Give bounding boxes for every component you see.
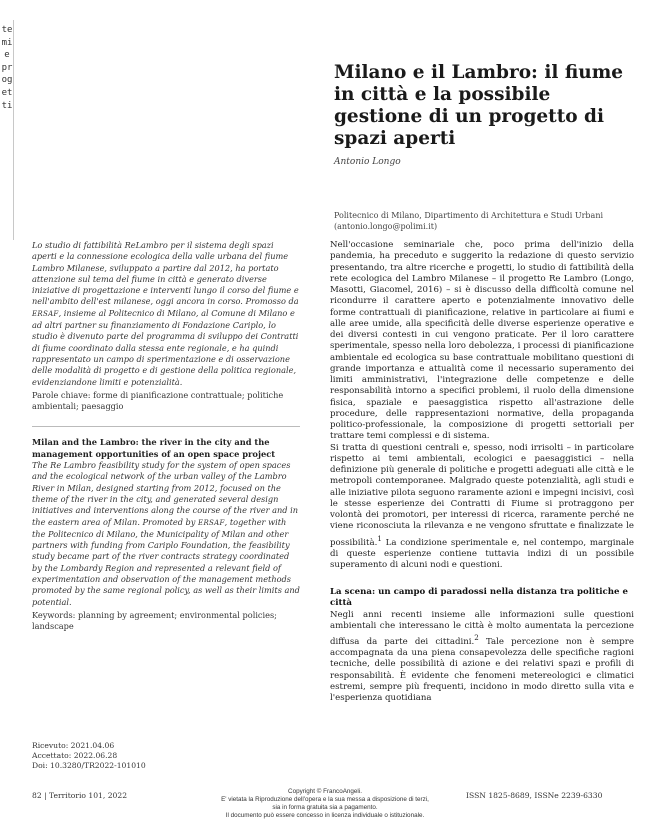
copyright-notice-2: sia in forma gratuita sia a pagamento.: [272, 804, 378, 811]
body-paragraph-2: [330, 443, 634, 572]
affiliation-institution: Politecnico di Milano, Dipartimento di Architettura e Studi Urbani: [334, 211, 604, 220]
abstract-it-part1: Lo studio di fattibilità ReLambro per il sistema degli spazi aperti e la connessione ecologica della valle urbana del fiume Lambro Milanese, sviluppato a partire dal 2012, ha portato attenzione sul tema del fiume in città e generato diverse iniziative di progettazione e interventi lungo il corso del fiume e nell'ambito dell'est milanese, oggi ancora in corso. Promosso da: [32, 240, 299, 307]
article-title: Milano e il Lambro: il fiume in città e la possibile gestione di un progetto di spazi aperti: [334, 62, 624, 149]
body-paragraph-1: Nell'occasione seminariale che, poco prima dell'inizio della pandemia, ha preceduto e suggerito la redazione di questo servizio presentando, tra altre ricerche e progetti, lo studio di fattibilità della rete ecologica del Lambro Milanese – il progetto Re Lambro (Longo, Masotti, Giacomel, 2016) – si è discusso della difficoltà comune nel ricondurre il carattere aperto e potenzialmente innovativo delle forme contrattuali di pianificazione, relative in particolare ai fiumi e alle aree umide, alla specificità delle diverse esperienze operative e dei diversi contesti in cui vengono praticate. Per il loro carattere sperimentale, spesso nella loro debolezza, i processi di pianificazione ambientale ed ecologica su base contrattuale mobilitano questioni di grande importanza e attualità come il necessario superamento dei limiti amministrativi, l'integrazione delle competenze e delle responsabilità intorno a specifici problemi, il ruolo della dimensione fisica, spaziale e paesaggistica rispetto all'astrazione delle procedure, delle rappresentazioni normative, della propaganda politico-professionale, la composizione di progetti settoriali per trattare temi complessi e di sistema.: [330, 240, 634, 442]
body-p2-text: Si tratta di questioni centrali e, spesso, nodi irrisolti – in particolare rispetto ai temi ambientali, ecologici e paesaggistici – nella definizione più generale di politiche e progetti adeguati alle città e le metropoli contemporanee. Malgrado queste potenzialità, agli studi e alle iniziative pilota seguono raramente azioni e impegni incisivi, così le stesse esperienze dei Contratti di Fiume si protraggono per volontà dei promotori, per interessi di ricerca, raramente perché ne viene riconosciuta la rilevanza e ne vengono sfruttate e finalizzate le possibilità.: [330, 442, 634, 548]
abstract-en-part2: , together with the Politecnico di Milano, the Municipality of Milan and other partners with funding from Cariplo Foundation, the feasibility study became part of the river contracts strategy coordinated by the Lombardy Region and represented a relevant field of experimentation and observation of the management methods promoted by the same regional policy, as well as their limits and potential.: [32, 516, 300, 607]
abstract-italian: [32, 240, 300, 388]
english-title: Milan and the Lambro: the river in the city and the management opportunities of an open space project: [32, 437, 276, 459]
body-column: [330, 240, 634, 704]
abstract-en-part1: The Re Lambro feasibility study for the system of open spaces and the ecological network of the urban valley of the Lambro River in Milan, designed starting from 2012, focused on the theme of the river in the city, and generated several design initiatives and interventions along the course of the river and in the eastern area of Milan. Promoted by: [32, 460, 298, 527]
abstract-it-ersaf: ERSAF: [32, 309, 59, 318]
affiliation: [334, 210, 634, 232]
footnote-ref-2[interactable]: 2: [474, 633, 479, 643]
abstract-it-part2: , insieme al Politecnico di Milano, al Comune di Milano e ad altri partner su finanziamento di Fondazione Cariplo, lo studio è divenuto parte del programma di sviluppo dei Contratti di fiume coordinato dalla stessa ente regionale, e ha quindi rappresentato un campo di sperimentazione e di osservazione delle modalità di progetto e di gestione della politica regionale, evidenziandone limiti e potenzialità.: [32, 307, 299, 387]
abstract-english: [32, 460, 300, 608]
body-p3-text: Negli anni recenti insieme alle informazioni sulle questioni ambientali che interessano le città è molto aumentata la percezione diffusa da parte dei cittadini.: [330, 609, 634, 647]
copyright-line: Copyright © FrancoAngeli.: [288, 788, 362, 795]
author: Antonio Longo: [334, 157, 401, 167]
received-date: Ricevuto: 2021.04.06: [32, 741, 115, 750]
issn: ISSN 1825-8689, ISSNe 2239-6330: [466, 791, 603, 800]
accepted-date: Accettato: 2022.06.28: [32, 751, 118, 760]
abstract-en-ersaf: ERSAF: [198, 518, 225, 527]
article-dates: [32, 741, 146, 771]
footnote-ref-1[interactable]: 1: [377, 533, 382, 543]
body-p2-cont: La condizione sperimentale e, nel contempo, marginale di queste esperienze contiene tuttavia indizi di un possibile superamento di alcuni nodi e questioni.: [330, 537, 634, 570]
abstract-column: [32, 240, 300, 633]
body-paragraph-3: [330, 610, 634, 705]
copyright-notice: [190, 788, 460, 820]
doi: Doi: 10.3280/TR2022-101010: [32, 761, 146, 770]
section-heading: La scena: un campo di paradossi nella distanza tra politiche e città: [330, 587, 628, 609]
affiliation-email: (antonio.longo@polimi.it): [334, 222, 438, 231]
body-p3-cont: Tale percezione non è sempre accompagnata da una piena consapevolezza delle specifiche ragioni tecniche, delle possibilità di azione e dei relativi spazi e profili di responsabilità. È evidente che fenomeni metereologici e climatici estremi, sempre più frequenti, incidono in modo diretto sulla vita e l'esperienza quotidiana: [330, 636, 634, 704]
abstract-divider: [32, 426, 300, 427]
copyright-notice-3: Il documento può essere concesso in licenza individuale o istituzionale.: [225, 812, 425, 819]
keywords-italian: Parole chiave: forme di pianificazione contrattuale; politiche ambientali; paesaggio: [32, 389, 284, 412]
copyright-notice-1: E' vietata la Riproduzione dell'opera e la sua messa a disposizione di terzi,: [221, 796, 429, 803]
keywords-english: Keywords: planning by agreement; environmental policies; landscape: [32, 609, 277, 632]
side-section-label: temi e progetti: [1, 25, 18, 111]
page-journal-info: 82 | Territorio 101, 2022: [32, 791, 128, 800]
